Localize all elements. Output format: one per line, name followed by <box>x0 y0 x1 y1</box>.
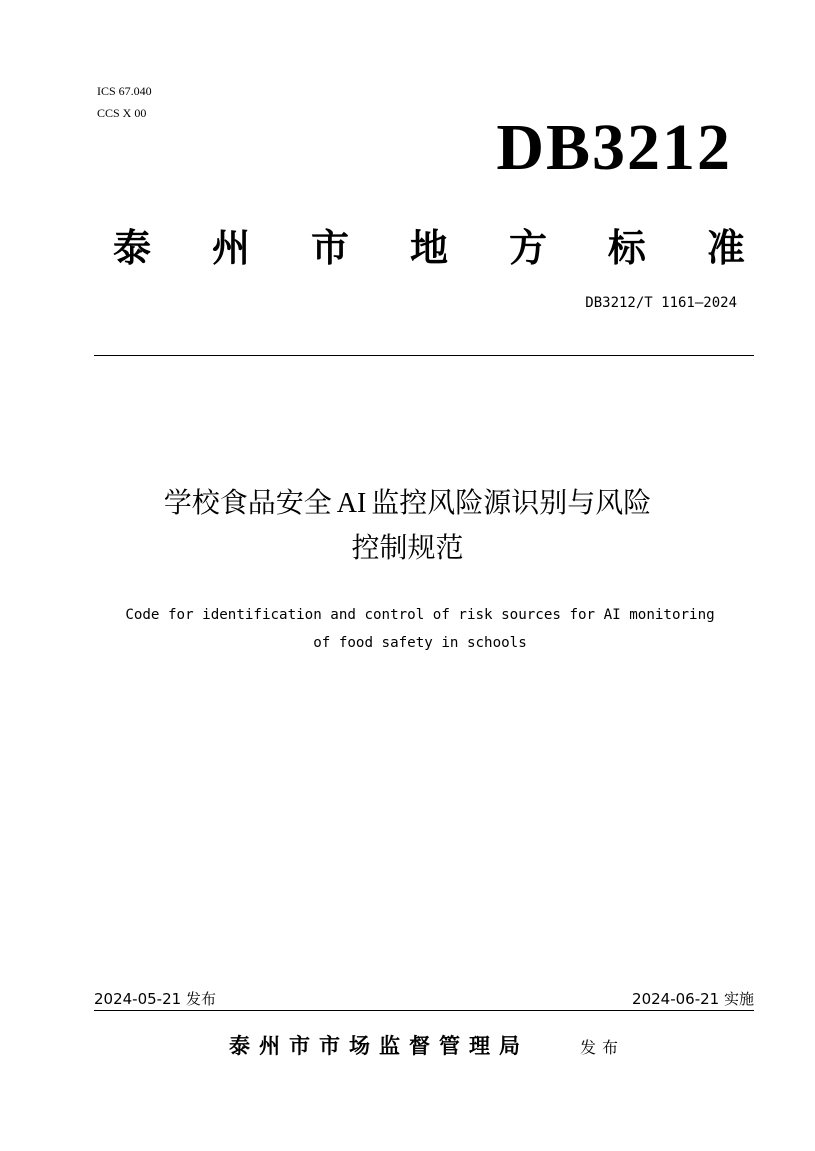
footer-divider <box>94 1010 754 1011</box>
issue-date: 2024-05-21 发布 <box>94 990 216 1008</box>
title-cn-latin: AI <box>336 488 367 519</box>
date-row <box>94 988 754 1010</box>
title-cn-part1: 学校食品安全 <box>163 486 332 519</box>
category-char: 州 <box>211 225 250 270</box>
title-cn-line1 <box>60 481 755 526</box>
standard-mark: DB3212 <box>496 111 732 184</box>
title-cn-line2: 控制规范 <box>351 531 464 564</box>
header-divider <box>94 355 754 356</box>
issuer-suffix: 发布 <box>580 1038 625 1057</box>
title-en-line2: of food safety in schools <box>313 635 527 651</box>
category-char: 地 <box>409 225 448 270</box>
standard-category <box>113 222 745 274</box>
category-char: 方 <box>508 225 547 270</box>
title-cn-part2: 监控风险源识别与风险 <box>371 486 652 519</box>
title-en-line1: Code for identification and control of risk sources for AI monitoring <box>125 607 715 623</box>
issuer-name: 泰州市市场监督管理局 <box>229 1033 529 1058</box>
category-char: 泰 <box>113 225 152 270</box>
category-char: 准 <box>706 225 745 270</box>
document-title-cn <box>60 481 755 570</box>
category-char: 标 <box>607 225 646 270</box>
implement-date: 2024-06-21 实施 <box>632 990 754 1008</box>
classification-codes <box>97 80 152 124</box>
category-char: 市 <box>310 225 349 270</box>
ics-code: ICS 67.040 <box>97 84 152 98</box>
document-title-en <box>60 601 780 657</box>
ccs-code: CCS X 00 <box>97 106 147 120</box>
standard-number: DB3212/T 1161—2024 <box>585 295 737 311</box>
